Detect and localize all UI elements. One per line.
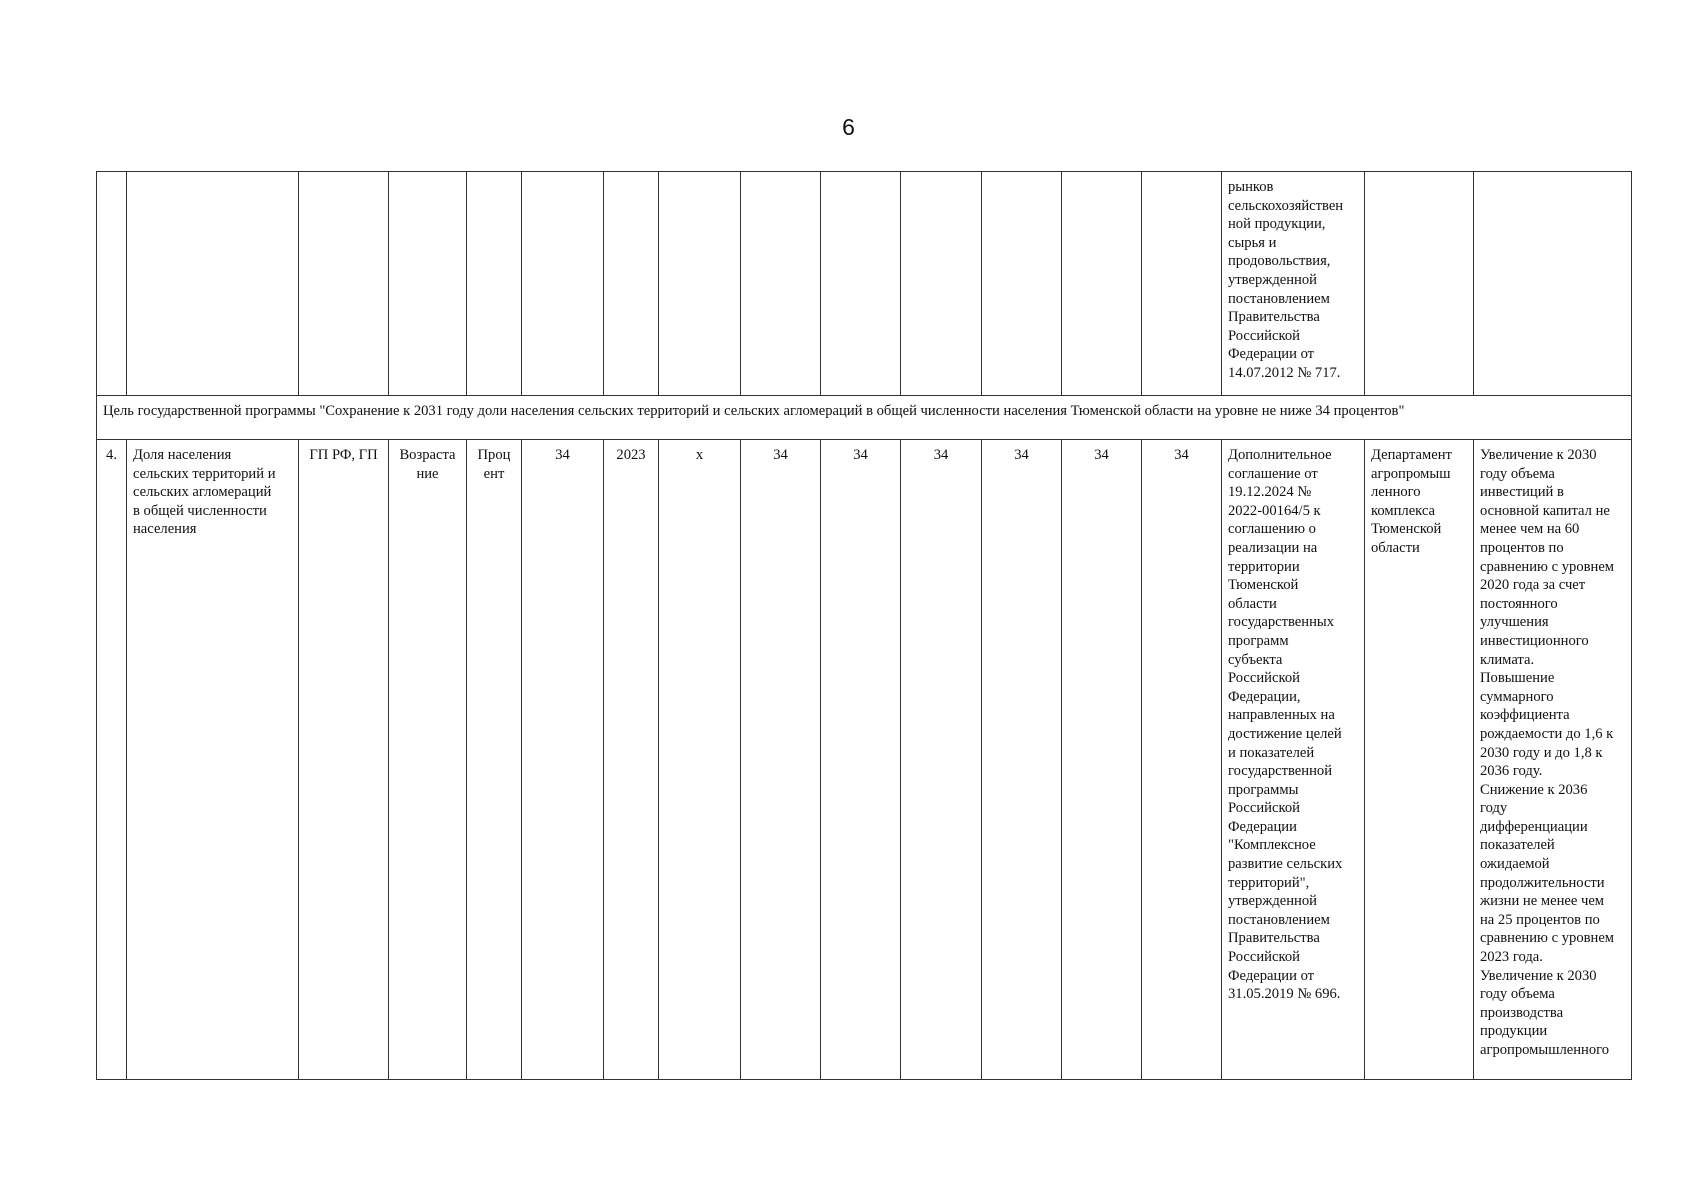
cell-trend: Возраста ние (389, 440, 467, 1080)
cell-num (97, 172, 127, 396)
table-row-continuation (97, 172, 1632, 396)
cell-base-year (604, 172, 659, 396)
goal-heading: Цель государственной программы "Сохранение к 2031 году доли населения сельских территорий и сельских агломераций в общей численности населения Тюменской области на уровне не ниже 34 процентов" (97, 396, 1632, 440)
cell-name (127, 172, 299, 396)
cell-level: ГП РФ, ГП (299, 440, 389, 1080)
cell-link-national-goals: Увеличение к 2030 году объема инвестиций в основной капитал не менее чем на 60 процентов по сравнению с уровнем 2020 года за счет постоянного улучшения инвестиционного климата. Повышение суммарного коэффициента рождаемости до 1,6 к 2030 году и до 1,8 к 2036 году. Снижение к 2036 году дифференциации показателей ожидаемой продолжительности жизни не менее чем на 25 процентов по сравнению с уровнем 2023 года. Увеличение к 2030 году объема производства продукции агропромышленного (1474, 440, 1632, 1080)
cell-trend (389, 172, 467, 396)
cell-year-6 (1062, 172, 1142, 396)
cell-responsible: Департамент агропромыш ленного комплекса Тюменской области (1365, 440, 1474, 1080)
cell-base-value: 34 (522, 440, 604, 1080)
cell-year-value: 34 (1142, 440, 1222, 1080)
cell-year-4 (901, 172, 982, 396)
cell-unit: Проц ент (467, 440, 522, 1080)
cell-base-value (522, 172, 604, 396)
cell-basis: Дополнительное соглашение от 19.12.2024 № 2022-00164/5 к соглашению о реализации на территории Тюменской области государственных программ субъекта Российской Федерации, направленных на достижение целей и показателей государственной программы Российской Федерации "Комплексное развитие сельских территорий", утвержденной постановлением Правительства Российской Федерации от 31.05.2019 № 696. (1222, 440, 1365, 1080)
cell-year-7 (1142, 172, 1222, 396)
cell-year-value: 34 (741, 440, 821, 1080)
cell-year-3 (821, 172, 901, 396)
cell-unit (467, 172, 522, 396)
cell-year-1 (659, 172, 741, 396)
cell-level (299, 172, 389, 396)
cell-year-value: 34 (1062, 440, 1142, 1080)
cell-year-value: 34 (901, 440, 982, 1080)
cell-num: 4. (97, 440, 127, 1080)
indicators-table (96, 171, 1632, 1080)
cell-base-year: 2023 (604, 440, 659, 1080)
cell-year-value: x (659, 440, 741, 1080)
cell-year-2 (741, 172, 821, 396)
cell-year-5 (982, 172, 1062, 396)
cell-basis-continuation: рынков сельскохозяйствен ной продукции, сырья и продовольствия, утвержденной постановлением Правительства Российской Федерации от 14.07.2012 № 717. (1222, 172, 1365, 396)
table-row-goal (97, 396, 1632, 440)
cell-link (1474, 172, 1632, 396)
cell-year-value: 34 (821, 440, 901, 1080)
cell-indicator-name: Доля населения сельских территорий и сельских агломераций в общей численности населения (127, 440, 299, 1080)
cell-year-value: 34 (982, 440, 1062, 1080)
table-row-indicator (97, 440, 1632, 1080)
page-number: 6 (842, 114, 855, 140)
cell-responsible (1365, 172, 1474, 396)
